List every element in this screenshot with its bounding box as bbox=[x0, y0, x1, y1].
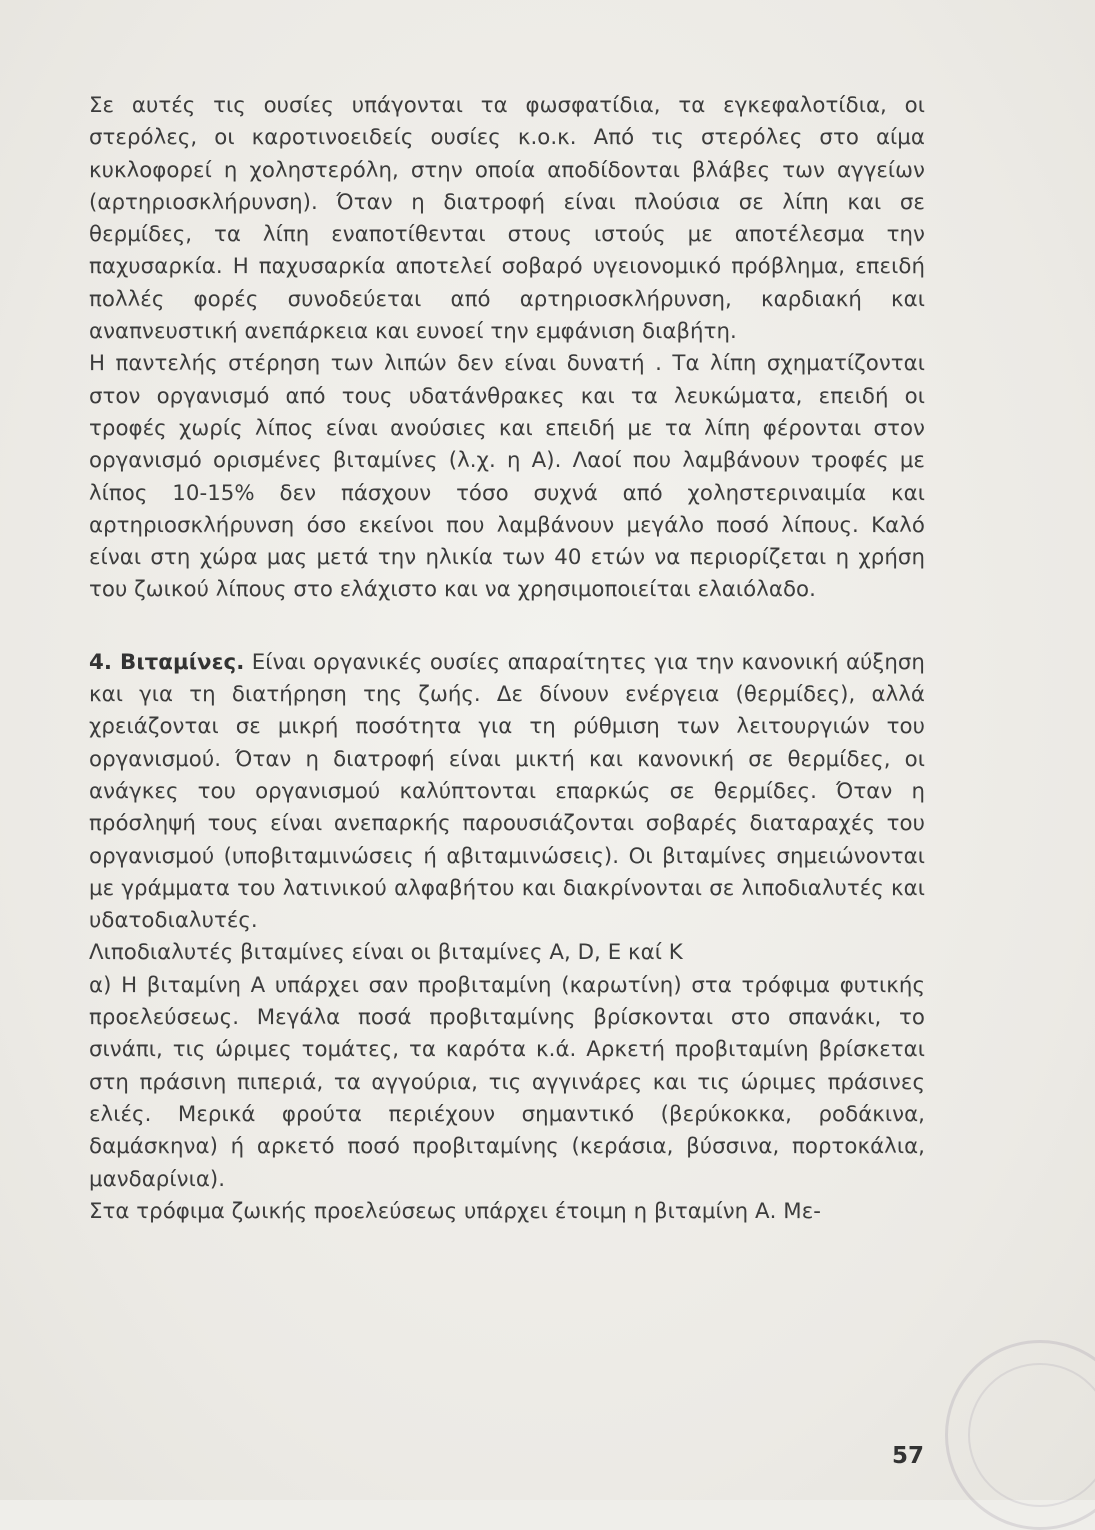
paragraph-animal-sources: Στα τρόφιμα ζωικής προελεύσεως υπάρχει έτοιμη η βιταμίνη Α. Με- bbox=[89, 1198, 821, 1224]
section-heading-vitamins: 4. Βιταμίνες. bbox=[89, 649, 245, 675]
paragraph-vitamins bbox=[89, 647, 925, 938]
library-stamp-inner-ring bbox=[968, 1363, 1095, 1507]
paragraph-vitamin-a: α) Η βιταμίνη Α υπάρχει σαν προβιταμίνη (καρωτίνη) στα τρόφιμα φυτικής προελεύσεως. Μεγάλα ποσά προβιταμίνης βρίσκονται στο σπανάκι, το σινάπι, τις ώριμες τομάτες, τα καρότα κ.ά. Αρκετή προβιταμίνη βρίσκεται στη πράσινη πιπεριά, τα αγγούρια, τις αγγινάρες και τις ώριμες πράσινες ελιές. Μερικά φρούτα περιέχουν σημαντικό (βερύκοκκα, ροδάκινα, δαμάσκηνα) ή αρκετό ποσό προβιταμίνης (κεράσια, βύσσινα, πορτοκάλια, μανδαρίνια). bbox=[89, 972, 925, 1192]
body-text bbox=[89, 90, 925, 1228]
page-number: 57 bbox=[892, 1443, 925, 1469]
paragraph-lipids-2: Η παντελής στέρηση των λιπών δεν είναι δυνατή . Τα λίπη σχηματίζονται στον οργανισμό από τους υδατάνθρακες και τα λευκώματα, επειδή οι τροφές χωρίς λίπος είναι ανούσιες και επειδή με τα λίπη φέρονται στον οργανισμό ορισμένες βιταμίνες (λ.χ. η Α). Λαοί που λαμβάνουν τροφές με λίπος 10-15% δεν πάσχουν τόσο συχνά από χοληστεριναιμία και αρτηριοσκλήρυνση όσο εκείνοι που λαμβάνουν μεγάλο ποσό λίπους. Καλό είναι στη χώρα μας μετά την ηλικία των 40 ετών να περιορίζεται η χρήση του ζωικού λίπους στο ελάχιστο και να χρησιμοποιείται ελαιόλαδο. bbox=[89, 351, 925, 603]
section-body-vitamins: Είναι οργανικές ουσίες απαραίτητες για την κανονική αύξηση και για τη διατήρηση της ζωής. Δε δίνουν ενέργεια (θερμίδες), αλλά χρειάζονται σε μικρή ποσότητα για τη ρύθμιση των λειτουργιών του οργανισμού. Όταν η διατροφή είναι μικτή και κανονική σε θερμίδες, οι ανάγκες του οργανισμού καλύπτονται επαρκώς σε θερμίδες. Όταν η πρόσληψή τους είναι ανεπαρκής παρουσιάζονται σοβαρές διαταραχές του οργανισμού (υποβιταμινώσεις ή αβιταμινώσεις). Οι βιταμίνες σημειώνονται με γράμματα του λατινικού αλφαβήτου και διακρίνονται σε λιποδιαλυτές και υδατοδιαλυτές. bbox=[89, 649, 925, 934]
library-stamp-icon bbox=[945, 1340, 1095, 1530]
paragraph-fat-soluble: Λιποδιαλυτές βιταμίνες είναι οι βιταμίνες A, D, E καί K bbox=[89, 940, 683, 966]
section-gap bbox=[89, 607, 925, 647]
paragraph-lipids-1: Σε αυτές τις ουσίες υπάγονται τα φωσφατίδια, τα εγκεφαλοτίδια, οι στερόλες, οι καροτινοειδείς ουσίες κ.ο.κ. Από τις στερόλες στο αίμα κυκλοφορεί η χοληστερόλη, στην οποία αποδίδονται βλάβες των αγγείων (αρτηριοσκλήρυνση). Όταν η διατροφή είναι πλούσια σε λίπη και σε θερμίδες, τα λίπη εναποτίθενται στους ιστούς με αποτέλεσμα την παχυσαρκία. Η παχυσαρκία αποτελεί σοβαρό υγειονομικό πρόβλημα, επειδή πολλές φορές συνοδεύεται από αρτηριοσκλήρυνση, καρδιακή και αναπνευστική ανεπάρκεια και ευνοεί την εμφάνιση διαβήτη. bbox=[89, 93, 925, 345]
